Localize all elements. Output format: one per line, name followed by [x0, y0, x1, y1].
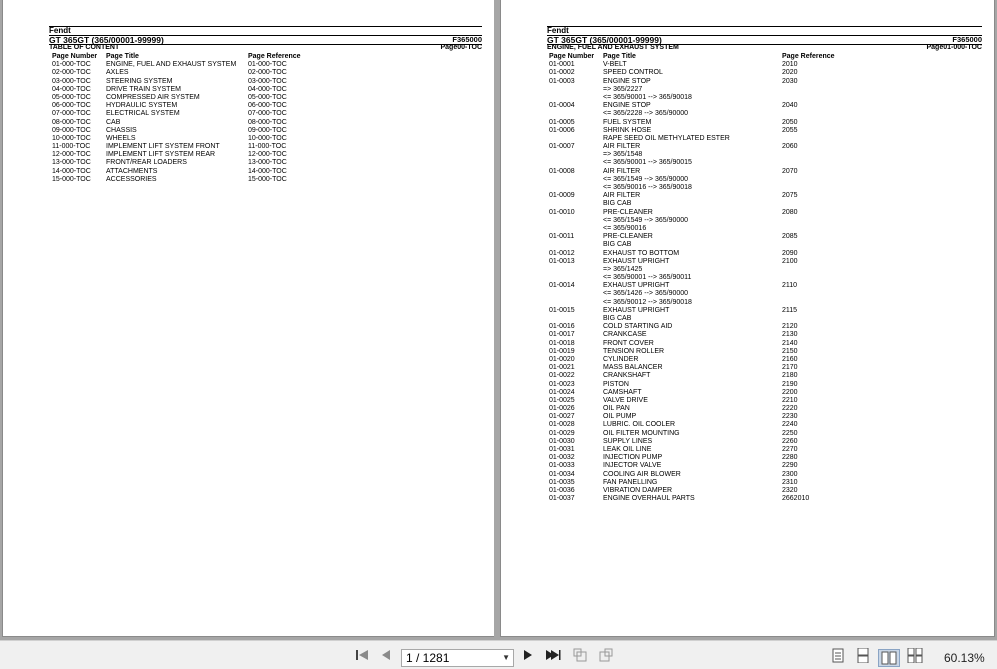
column-header-page-title: Page Title [106, 53, 139, 60]
page-number-cell: 03-000-TOC [52, 77, 91, 85]
page-reference-cell[interactable]: 08-000-TOC [248, 118, 287, 126]
table-row [52, 86, 482, 94]
page-number-cell: 07-000-TOC [52, 110, 91, 118]
page-number-cell: 06-000-TOC [52, 102, 91, 110]
page-title-cell: AIR FILTER [603, 192, 641, 200]
page-number-cell: 11-000-TOC [52, 143, 91, 151]
table-row [549, 168, 984, 176]
page-title-cell: ATTACHMENTS [106, 167, 158, 175]
page-number-cell: 01-0009 [549, 192, 575, 200]
page-number-cell: 01-0020 [549, 355, 575, 363]
page-title-cell: CRANKCASE [603, 331, 647, 339]
page-number-cell: 01-0007 [549, 143, 575, 151]
page-title-cell: EXHAUST UPRIGHT [603, 257, 670, 265]
page-title-cell: => 365/1548 [603, 151, 643, 159]
page-title-cell: ACCESSORIES [106, 175, 157, 183]
table-row [549, 110, 984, 118]
page-title-cell: => 365/2227 [603, 85, 643, 93]
table-row [549, 209, 984, 217]
page-reference-cell[interactable]: 2240 [782, 421, 798, 429]
page-reference-cell[interactable]: 01-000-TOC [248, 61, 287, 69]
page-reference: Page01-000-TOC [926, 44, 982, 51]
page-title-cell: PRE-CLEANER [603, 233, 653, 241]
table-row [52, 119, 482, 127]
page-number-cell: 01-0035 [549, 478, 575, 486]
page-title-cell: IMPLEMENT LIFT SYSTEM FRONT [106, 143, 220, 151]
continuous-facing-view-icon[interactable] [906, 647, 924, 663]
page-reference-cell[interactable]: 10-000-TOC [248, 134, 287, 142]
table-row [549, 159, 984, 167]
page-title-cell: VALVE DRIVE [603, 396, 648, 404]
page-reference-cell[interactable]: 2210 [782, 396, 798, 404]
page-title-cell: CAB [106, 118, 121, 126]
page-reference-cell[interactable]: 2150 [782, 347, 798, 355]
page-number-cell: 14-000-TOC [52, 167, 91, 175]
page-title-cell: <= 365/1426 --> 365/90000 [603, 290, 689, 298]
page-number-cell: 01-0037 [549, 495, 575, 503]
page-number-cell: 01-0004 [549, 102, 575, 110]
table-row [549, 143, 984, 151]
page-number-cell: 01-0023 [549, 380, 575, 388]
header-rule [49, 26, 482, 27]
page-title-cell: RAPE SEED OIL METHYLATED ESTER [603, 134, 730, 142]
table-row [549, 78, 984, 86]
page-title-cell: VIBRATION DAMPER [603, 486, 673, 494]
page-reference-cell[interactable]: 2130 [782, 331, 798, 339]
table-row [52, 151, 482, 159]
page-title-cell: LUBRIC. OIL COOLER [603, 421, 676, 429]
page-number-cell: 15-000-TOC [52, 175, 91, 183]
page-reference-cell[interactable]: 2190 [782, 380, 798, 388]
table-row [549, 421, 984, 429]
page-title-cell: CAMSHAFT [603, 388, 642, 396]
table-row [549, 127, 984, 135]
table-row [52, 127, 482, 135]
page-reference-cell[interactable]: 2085 [782, 233, 798, 241]
first-page-icon[interactable] [354, 647, 370, 663]
page-reference-cell[interactable]: 2230 [782, 413, 798, 421]
page-title-cell: ELECTRICAL SYSTEM [106, 110, 180, 118]
table-row [549, 94, 984, 102]
table-row [549, 372, 984, 380]
page-number-cell: 01-0034 [549, 470, 575, 478]
page-title-cell: COLD STARTING AID [603, 323, 673, 331]
page-reference-cell[interactable]: 2310 [782, 478, 798, 486]
page-title-cell: PISTON [603, 380, 629, 388]
table-row [549, 176, 984, 184]
page-title-cell: STEERING SYSTEM [106, 77, 173, 85]
toc-table [52, 53, 482, 184]
column-header-page-number: Page Number [549, 53, 595, 60]
page-indicator-text: 1 / 1281 [406, 651, 450, 665]
table-row [549, 225, 984, 233]
page-number-cell: 01-0017 [549, 331, 575, 339]
brand-name: Fendt [49, 26, 71, 35]
table-row [549, 151, 984, 159]
table-row [549, 86, 984, 94]
column-header-page-reference: Page Reference [782, 53, 835, 60]
chevron-down-icon[interactable]: ▼ [502, 653, 510, 662]
page-title-cell: OIL PUMP [603, 413, 637, 421]
page-title-cell: <= 365/90016 [603, 224, 647, 232]
toc-table [549, 53, 984, 503]
last-page-icon[interactable] [544, 647, 562, 663]
table-row [549, 258, 984, 266]
product-code: F365000 [452, 35, 482, 44]
page-number-cell: 01-0019 [549, 347, 575, 355]
page-number-cell: 12-000-TOC [52, 151, 91, 159]
page-title-cell: <= 365/2228 --> 365/90000 [603, 110, 689, 118]
page-title-cell: INJECTION PUMP [603, 454, 663, 462]
page-title-cell: <= 365/1549 --> 365/90000 [603, 175, 689, 183]
column-header-page-number: Page Number [52, 53, 98, 60]
table-row [549, 241, 984, 249]
page-title-cell: CYLINDER [603, 355, 639, 363]
document-page-right [501, 0, 994, 636]
next-page-icon[interactable] [520, 647, 536, 663]
page-number-cell: 01-0015 [549, 306, 575, 314]
page-reference-cell[interactable]: 2170 [782, 364, 798, 372]
page-title-cell: IMPLEMENT LIFT SYSTEM REAR [106, 151, 216, 159]
page-title-cell: EXHAUST TO BOTTOM [603, 249, 680, 257]
table-row [549, 340, 984, 348]
page-reference-cell[interactable]: 12-000-TOC [248, 151, 287, 159]
table-row [549, 200, 984, 208]
page-reference-cell[interactable]: 2140 [782, 339, 798, 347]
page-reference-cell[interactable]: 2180 [782, 372, 798, 380]
section-title: ENGINE, FUEL AND EXHAUST SYSTEM [547, 44, 679, 51]
page-number-cell: 01-0003 [549, 77, 575, 85]
rotate-right-icon[interactable] [597, 647, 615, 663]
page-title-cell: HYDRAULIC SYSTEM [106, 102, 178, 110]
page-reference-cell[interactable]: 2200 [782, 388, 798, 396]
page-reference-cell[interactable]: 02-000-TOC [248, 69, 287, 77]
table-row [52, 69, 482, 77]
page-title-cell: FAN PANELLING [603, 478, 658, 486]
page-title-cell: ENGINE, FUEL AND EXHAUST SYSTEM [106, 61, 237, 69]
page-number-cell: 01-0002 [549, 69, 575, 77]
page-number-cell: 01-0018 [549, 339, 575, 347]
page-reference-cell[interactable]: 2280 [782, 454, 798, 462]
table-row [549, 413, 984, 421]
table-row [52, 102, 482, 110]
page-title-cell: PRE-CLEANER [603, 208, 653, 216]
page-reference-cell[interactable]: 2040 [782, 102, 798, 110]
page-title-cell: ENGINE OVERHAUL PARTS [603, 495, 695, 503]
page-title-cell: SHRINK HOSE [603, 126, 652, 134]
facing-view-icon[interactable] [878, 649, 900, 667]
page-number-cell: 01-0016 [549, 323, 575, 331]
page-title-cell: CHASSIS [106, 126, 137, 134]
table-row [549, 381, 984, 389]
table-row [549, 282, 984, 290]
page-reference-cell[interactable]: 2010 [782, 61, 798, 69]
page-number-cell: 01-0006 [549, 126, 575, 134]
page-title-cell: BIG CAB [603, 200, 632, 208]
page-title-cell: ENGINE STOP [603, 77, 651, 85]
table-row [549, 119, 984, 127]
page-number-cell: 01-0029 [549, 429, 575, 437]
brand-name: Fendt [547, 26, 569, 35]
document-page-left [3, 0, 494, 636]
page-number-cell: 01-0011 [549, 233, 575, 241]
page-number-cell: 01-0010 [549, 208, 575, 216]
page-reference-cell[interactable]: 06-000-TOC [248, 102, 287, 110]
table-row [52, 94, 482, 102]
table-row [549, 438, 984, 446]
page-reference-cell[interactable]: 2662010 [782, 495, 810, 503]
page-reference-cell[interactable]: 05-000-TOC [248, 93, 287, 101]
page-title-cell: AIR FILTER [603, 167, 641, 175]
page-title-cell: OIL FILTER MOUNTING [603, 429, 680, 437]
page-number-cell: 01-0022 [549, 372, 575, 380]
page-reference-cell[interactable]: 2220 [782, 405, 798, 413]
page-title-cell: FRONT/REAR LOADERS [106, 159, 187, 167]
table-row [52, 143, 482, 151]
single-page-view-icon[interactable] [829, 647, 847, 663]
table-row [549, 348, 984, 356]
table-row [52, 176, 482, 184]
page-title-cell: <= 365/90012 --> 365/90018 [603, 298, 692, 306]
page-number-cell: 01-0028 [549, 421, 575, 429]
table-row [549, 135, 984, 143]
page-title-cell: V-BELT [603, 61, 627, 69]
zoom-level[interactable]: 60.13% [944, 651, 985, 665]
page-number-cell: 04-000-TOC [52, 85, 91, 93]
table-row [549, 397, 984, 405]
rotate-left-icon[interactable] [571, 647, 589, 663]
page-reference-cell[interactable]: 04-000-TOC [248, 85, 287, 93]
page-title-cell: <= 365/90001 --> 365/90011 [603, 274, 692, 282]
page-number-cell: 09-000-TOC [52, 126, 91, 134]
page-number-cell: 01-0012 [549, 249, 575, 257]
page-number-cell: 05-000-TOC [52, 93, 91, 101]
page-reference-cell[interactable]: 2260 [782, 437, 798, 445]
page-reference-cell[interactable]: 2110 [782, 282, 798, 290]
page-reference-cell[interactable]: 2070 [782, 167, 798, 175]
table-row [549, 487, 984, 495]
product-code: F365000 [952, 35, 982, 44]
model-title: GT 365GT (365/00001-99999) [547, 35, 662, 45]
page-number-cell: 01-0032 [549, 454, 575, 462]
page-reference-cell[interactable]: 2090 [782, 249, 798, 257]
page-reference-cell[interactable]: 2050 [782, 118, 798, 126]
page-reference-cell[interactable]: 2060 [782, 143, 798, 151]
page-reference-cell[interactable]: 2055 [782, 126, 798, 134]
table-row [549, 290, 984, 298]
page-number-cell: 01-0014 [549, 282, 575, 290]
page-title-cell: DRIVE TRAIN SYSTEM [106, 85, 181, 93]
table-row [549, 69, 984, 77]
table-row [549, 430, 984, 438]
previous-page-icon[interactable] [378, 647, 394, 663]
page-title-cell: FRONT COVER [603, 339, 654, 347]
page-title-cell: <= 365/90001 --> 365/90015 [603, 159, 692, 167]
page-title-cell: LEAK OIL LINE [603, 446, 652, 453]
page-number-cell: 02-000-TOC [52, 69, 91, 77]
table-row [549, 184, 984, 192]
table-row [52, 159, 482, 167]
page-title-cell: MASS BALANCER [603, 364, 663, 372]
page-title-cell: COMPRESSED AIR SYSTEM [106, 93, 200, 101]
table-row [549, 446, 984, 454]
page-number-cell: 01-0036 [549, 486, 575, 494]
table-row [549, 356, 984, 364]
page-title-cell: <= 365/1549 --> 365/90000 [603, 216, 689, 224]
page-reference-cell[interactable]: 2080 [782, 208, 798, 216]
page-title-cell: SUPPLY LINES [603, 437, 653, 445]
page-number-cell: 01-0031 [549, 446, 575, 453]
table-row [549, 389, 984, 397]
table-row [549, 405, 984, 413]
table-row [549, 315, 984, 323]
page-number-cell: 01-0005 [549, 118, 575, 126]
page-title-cell: BIG CAB [603, 315, 632, 322]
page-title-cell: INJECTOR VALVE [603, 462, 662, 470]
page-reference-cell[interactable]: 2300 [782, 470, 798, 478]
page-number-cell: 01-0027 [549, 413, 575, 421]
page-number-cell: 08-000-TOC [52, 118, 91, 126]
page-number-input[interactable] [401, 649, 514, 667]
page-reference: Page00-TOC [440, 44, 482, 51]
page-reference-cell[interactable]: 13-000-TOC [248, 159, 287, 167]
model-title: GT 365GT (365/00001-99999) [49, 35, 164, 45]
table-row [52, 168, 482, 176]
page-reference-cell[interactable]: 2120 [782, 323, 798, 331]
page-title-cell: <= 365/90001 --> 365/90018 [603, 93, 692, 101]
page-number-cell: 13-000-TOC [52, 159, 91, 167]
column-header-page-title: Page Title [603, 53, 636, 60]
page-number-cell: 01-0013 [549, 257, 575, 265]
page-reference-cell[interactable]: 2270 [782, 446, 798, 453]
table-row [549, 454, 984, 462]
table-row [549, 323, 984, 331]
continuous-view-icon[interactable] [854, 647, 872, 663]
page-reference-cell[interactable]: 2100 [782, 257, 798, 265]
page-title-cell: => 365/1425 [603, 265, 643, 273]
page-reference-cell[interactable]: 2250 [782, 429, 798, 437]
table-row [52, 61, 482, 69]
page-title-cell: TENSION ROLLER [603, 347, 665, 355]
page-reference-cell[interactable]: 07-000-TOC [248, 110, 287, 118]
table-row [549, 462, 984, 470]
page-number-cell: 01-0030 [549, 437, 575, 445]
table-row [549, 495, 984, 503]
page-title-cell: BIG CAB [603, 241, 632, 249]
table-row [52, 110, 482, 118]
page-reference-cell[interactable]: 14-000-TOC [248, 167, 287, 175]
page-reference-cell[interactable]: 2115 [782, 306, 798, 314]
page-number-cell: 01-0008 [549, 167, 575, 175]
page-title-cell: CRANKSHAFT [603, 372, 651, 380]
page-title-cell: ENGINE STOP [603, 102, 651, 110]
page-reference-cell[interactable]: 2290 [782, 462, 798, 470]
page-gap [494, 0, 501, 640]
table-row [549, 192, 984, 200]
page-number-cell: 01-0033 [549, 462, 575, 470]
page-number-cell: 01-000-TOC [52, 61, 91, 69]
page-number-cell: 01-0025 [549, 396, 575, 404]
table-header-row [52, 53, 482, 61]
page-title-cell: EXHAUST UPRIGHT [603, 306, 670, 314]
table-row [549, 299, 984, 307]
table-row [549, 307, 984, 315]
page-title-cell: FUEL SYSTEM [603, 118, 652, 126]
page-number-cell: 01-0021 [549, 364, 575, 372]
table-row [549, 364, 984, 372]
page-title-cell: <= 365/90016 --> 365/90018 [603, 184, 692, 191]
table-row [549, 274, 984, 282]
table-row [549, 471, 984, 479]
table-row [549, 266, 984, 274]
page-number-cell: 01-0001 [549, 61, 575, 69]
page-reference-cell[interactable]: 2030 [782, 77, 798, 85]
page-title-cell: AXLES [106, 69, 129, 77]
table-row [549, 61, 984, 69]
page-reference-cell[interactable]: 03-000-TOC [248, 77, 287, 85]
table-row [549, 102, 984, 110]
page-reference-cell[interactable]: 15-000-TOC [248, 175, 287, 183]
table-row [549, 217, 984, 225]
page-title-cell: AIR FILTER [603, 143, 641, 151]
header-rule [547, 26, 982, 27]
page-title-cell: EXHAUST UPRIGHT [603, 282, 670, 290]
column-header-page-reference: Page Reference [248, 53, 301, 60]
table-header-row [549, 53, 984, 61]
page-reference-cell[interactable]: 2160 [782, 355, 798, 363]
page-reference-cell[interactable]: 2020 [782, 69, 798, 77]
table-row [549, 331, 984, 339]
page-title-cell: WHEELS [106, 134, 136, 142]
table-row [549, 250, 984, 258]
page-number-cell: 01-0026 [549, 405, 575, 413]
page-title-cell: SPEED CONTROL [603, 69, 663, 77]
page-title-cell: OIL PAN [603, 405, 630, 413]
page-reference-cell[interactable]: 2320 [782, 486, 798, 494]
table-row [52, 135, 482, 143]
section-title: TABLE OF CONTENT [49, 44, 120, 51]
page-reference-cell[interactable]: 09-000-TOC [248, 126, 287, 134]
page-title-cell: COOLING AIR BLOWER [603, 470, 681, 478]
page-reference-cell[interactable]: 2075 [782, 192, 798, 200]
table-row [52, 78, 482, 86]
table-row [549, 233, 984, 241]
page-reference-cell[interactable]: 11-000-TOC [248, 143, 287, 151]
page-number-cell: 01-0024 [549, 388, 575, 396]
page-number-cell: 10-000-TOC [52, 134, 91, 142]
table-row [549, 479, 984, 487]
